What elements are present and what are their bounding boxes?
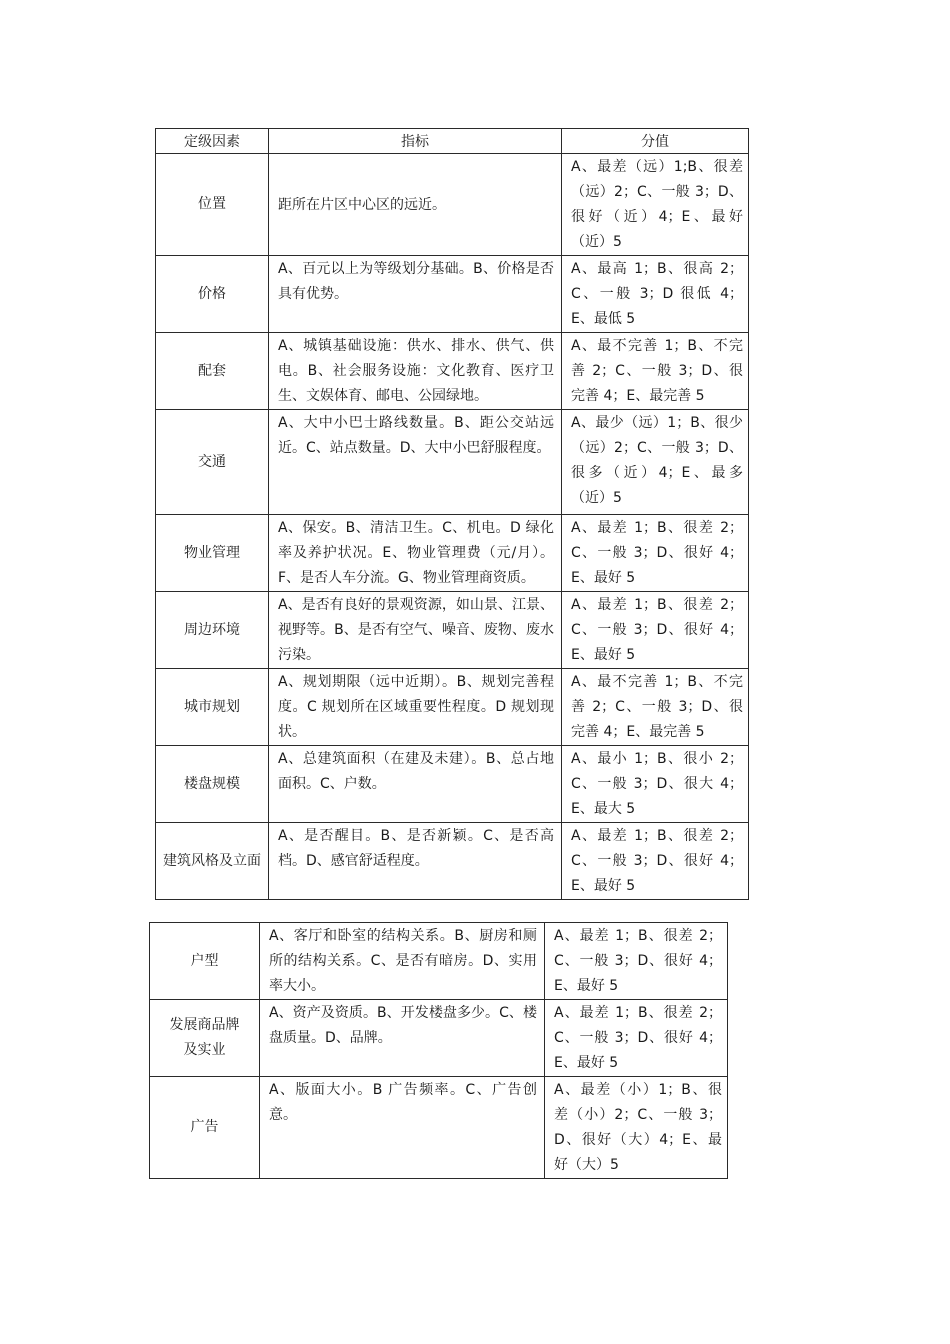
score-cell: A、最差 1；B、很差 2；C、一般 3；D、很好 4；E、最好 5	[562, 823, 749, 900]
table-row	[156, 515, 749, 592]
grading-factors-table	[155, 128, 749, 900]
score-cell: A、最小 1；B、很小 2；C、一般 3；D、很大 4；E、最大 5	[562, 746, 749, 823]
score-cell: A、最差（远）1;B、很差（远）2；C、一般 3；D、很好（近）4；E、最好（近）5	[562, 154, 749, 256]
score-cell: A、最差 1；B、很差 2；C、一般 3；D、很好 4；E、最好 5	[545, 1000, 728, 1077]
table-row	[156, 669, 749, 746]
factor-cell: 物业管理	[156, 515, 269, 592]
table-row	[156, 592, 749, 669]
indicator-cell: A、规划期限（远中近期）。B、规划完善程度。C 规划所在区域重要性程度。D 规划现状。	[269, 669, 562, 746]
table-row	[156, 746, 749, 823]
factor-cell: 建筑风格及立面	[156, 823, 269, 900]
factor-cell: 户型	[150, 923, 260, 1000]
factor-cell: 周边环境	[156, 592, 269, 669]
header-score: 分值	[562, 129, 749, 154]
score-cell: A、最高 1；B、很高 2；C、一般 3；D 很低 4；E、最低 5	[562, 256, 749, 333]
table-header-row	[156, 129, 749, 154]
score-cell: A、最差 1；B、很差 2；C、一般 3；D、很好 4；E、最好 5	[562, 515, 749, 592]
factor-cell: 发展商品牌及实业	[150, 1000, 260, 1077]
score-cell: A、最不完善 1；B、不完善 2；C、一般 3；D、很完善 4；E、最完善 5	[562, 333, 749, 410]
table-row	[156, 256, 749, 333]
score-cell: A、最差 1；B、很差 2；C、一般 3；D、很好 4；E、最好 5	[562, 592, 749, 669]
score-cell: A、最少（远）1；B、很少（远）2；C、一般 3；D、很多（近）4；E、最多（近）5	[562, 410, 749, 515]
table-row	[150, 923, 728, 1000]
indicator-cell: A、总建筑面积（在建及未建）。B、总占地面积。C、户数。	[269, 746, 562, 823]
score-cell: A、最差 1；B、很差 2；C、一般 3；D、很好 4；E、最好 5	[545, 923, 728, 1000]
score-cell: A、最差（小）1；B、很差（小）2；C、一般 3；D、很好（大）4；E、最好（大）5	[545, 1077, 728, 1179]
indicator-cell: A、是否有良好的景观资源，如山景、江景、视野等。B、是否有空气、噪音、废物、废水污染。	[269, 592, 562, 669]
table-row	[150, 1077, 728, 1179]
indicator-cell: A、百元以上为等级划分基础。B、价格是否具有优势。	[269, 256, 562, 333]
indicator-cell: A、城镇基础设施：供水、排水、供气、供电。B、社会服务设施：文化教育、医疗卫生、文娱体育、邮电、公园绿地。	[269, 333, 562, 410]
factor-cell: 交通	[156, 410, 269, 515]
indicator-cell: A、版面大小。B 广告频率。C、广告创意。	[260, 1077, 545, 1179]
factor-cell: 楼盘规模	[156, 746, 269, 823]
table-row	[156, 823, 749, 900]
factor-cell: 价格	[156, 256, 269, 333]
factor-cell: 位置	[156, 154, 269, 256]
factor-cell: 城市规划	[156, 669, 269, 746]
grading-factors-table-continued	[149, 922, 728, 1179]
factor-cell: 配套	[156, 333, 269, 410]
factor-cell: 广告	[150, 1077, 260, 1179]
table-row	[156, 333, 749, 410]
score-cell: A、最不完善 1；B、不完善 2；C、一般 3；D、很完善 4；E、最完善 5	[562, 669, 749, 746]
indicator-cell: A、保安。B、清洁卫生。C、机电。D 绿化率及养护状况。E、物业管理费（元/月）。F、是否人车分流。G、物业管理商资质。	[269, 515, 562, 592]
table-row	[156, 410, 749, 515]
indicator-cell: A、大中小巴士路线数量。B、距公交站远近。C、站点数量。D、大中小巴舒服程度。	[269, 410, 562, 515]
indicator-cell: 距所在片区中心区的远近。	[269, 154, 562, 256]
table-row	[150, 1000, 728, 1077]
table-row	[156, 154, 749, 256]
indicator-cell: A、是否醒目。B、是否新颖。C、是否高档。D、感官舒适程度。	[269, 823, 562, 900]
header-factor: 定级因素	[156, 129, 269, 154]
header-indicator: 指标	[269, 129, 562, 154]
indicator-cell: A、资产及资质。B、开发楼盘多少。C、楼盘质量。D、品牌。	[260, 1000, 545, 1077]
indicator-cell: A、客厅和卧室的结构关系。B、厨房和厕所的结构关系。C、是否有暗房。D、实用率大小。	[260, 923, 545, 1000]
